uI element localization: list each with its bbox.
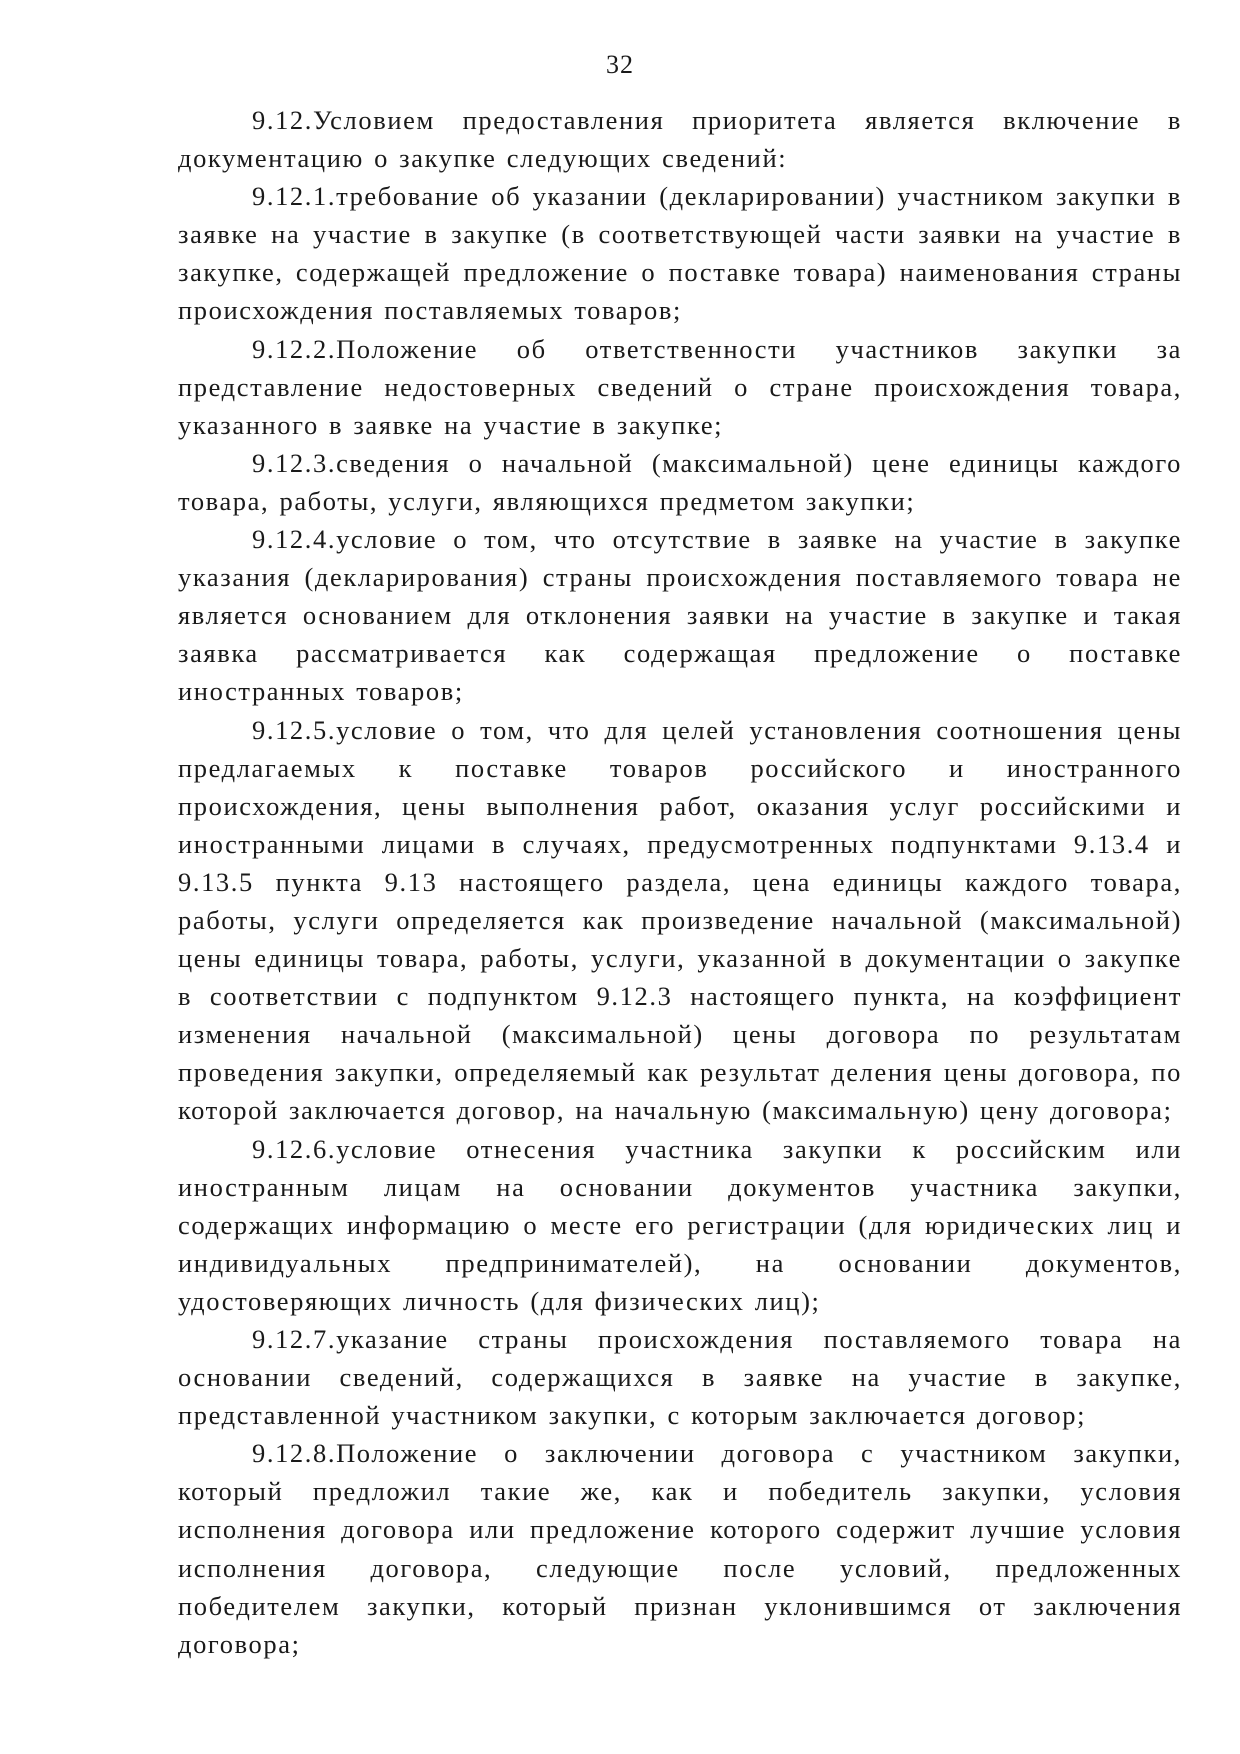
paragraph-9-12-1: 9.12.1.требование об указании (декларировании) участником закупки в заявке на участие в закупке (в соответствующей части заявки на участие в закупке, содержащей предложение о поставке товара) наименования страны происхождения поставляемых товаров; [178, 181, 1182, 326]
paragraph-9-12-5: 9.12.5.условие о том, что для целей установления соотношения цены предлагаемых к поставке товаров российского и иностранного происхождения, цены выполнения работ, оказания услуг российскими и иностранными лицами в случаях, предусмотренных подпунктами 9.13.4 и 9.13.5 пункта 9.13 настоящего раздела, цена единицы каждого товара, работы, услуги определяется как произведение начальной (максимальной) цены единицы товара, работы, услуги, указанной в документации о закупке в соответствии с подпунктом 9.12.3 настоящего пункта, на коэффициент изменения начальной (максимальной) цены договора по результатам проведения закупки, определяемый как результат деления цены договора, по которой заключается договор, на начальную (максимальную) цену договора; [178, 714, 1182, 1126]
page-number: 32 [606, 50, 634, 79]
paragraph-9-12-3: 9.12.3.сведения о начальной (максимальной) цене единицы каждого товара, работы, услуги, являющихся предметом закупки; [178, 447, 1182, 516]
paragraph-9-12-7: 9.12.7.указание страны происхождения поставляемого товара на основании сведений, содержащихся в заявке на участие в закупке, представленной участником закупки, с которым заключается договор; [178, 1324, 1182, 1431]
document-body [178, 101, 1182, 1663]
paragraph-9-12-2: 9.12.2.Положение об ответственности участников закупки за представление недостоверных сведений о стране происхождения товара, указанного в заявке на участие в закупке; [178, 333, 1182, 440]
paragraph-9-12-6: 9.12.6.условие отнесения участника закупки к российским или иностранным лицам на основании документов участника закупки, содержащих информацию о месте его регистрации (для юридических лиц и индивидуальных предпринимателей), на основании документов, удостоверяющих личность (для физических лиц); [178, 1133, 1182, 1316]
paragraph-9-12-8: 9.12.8.Положение о заключении договора с участником закупки, который предложил такие же, как и победитель закупки, условия исполнения договора или предложение которого содержит лучшие условия исполнения договора, следующие после условий, предложенных победителем закупки, который признан уклонившимся от заключения договора; [178, 1438, 1182, 1659]
paragraph-9-12: 9.12.Условием предоставления приоритета является включение в документацию о закупке следующих сведений: [178, 105, 1182, 174]
paragraph-9-12-4: 9.12.4.условие о том, что отсутствие в заявке на участие в закупке указания (декларирования) страны происхождения поставляемого товара не является основанием для отклонения заявки на участие в закупке и такая заявка рассматривается как содержащая предложение о поставке иностранных товаров; [178, 524, 1182, 707]
